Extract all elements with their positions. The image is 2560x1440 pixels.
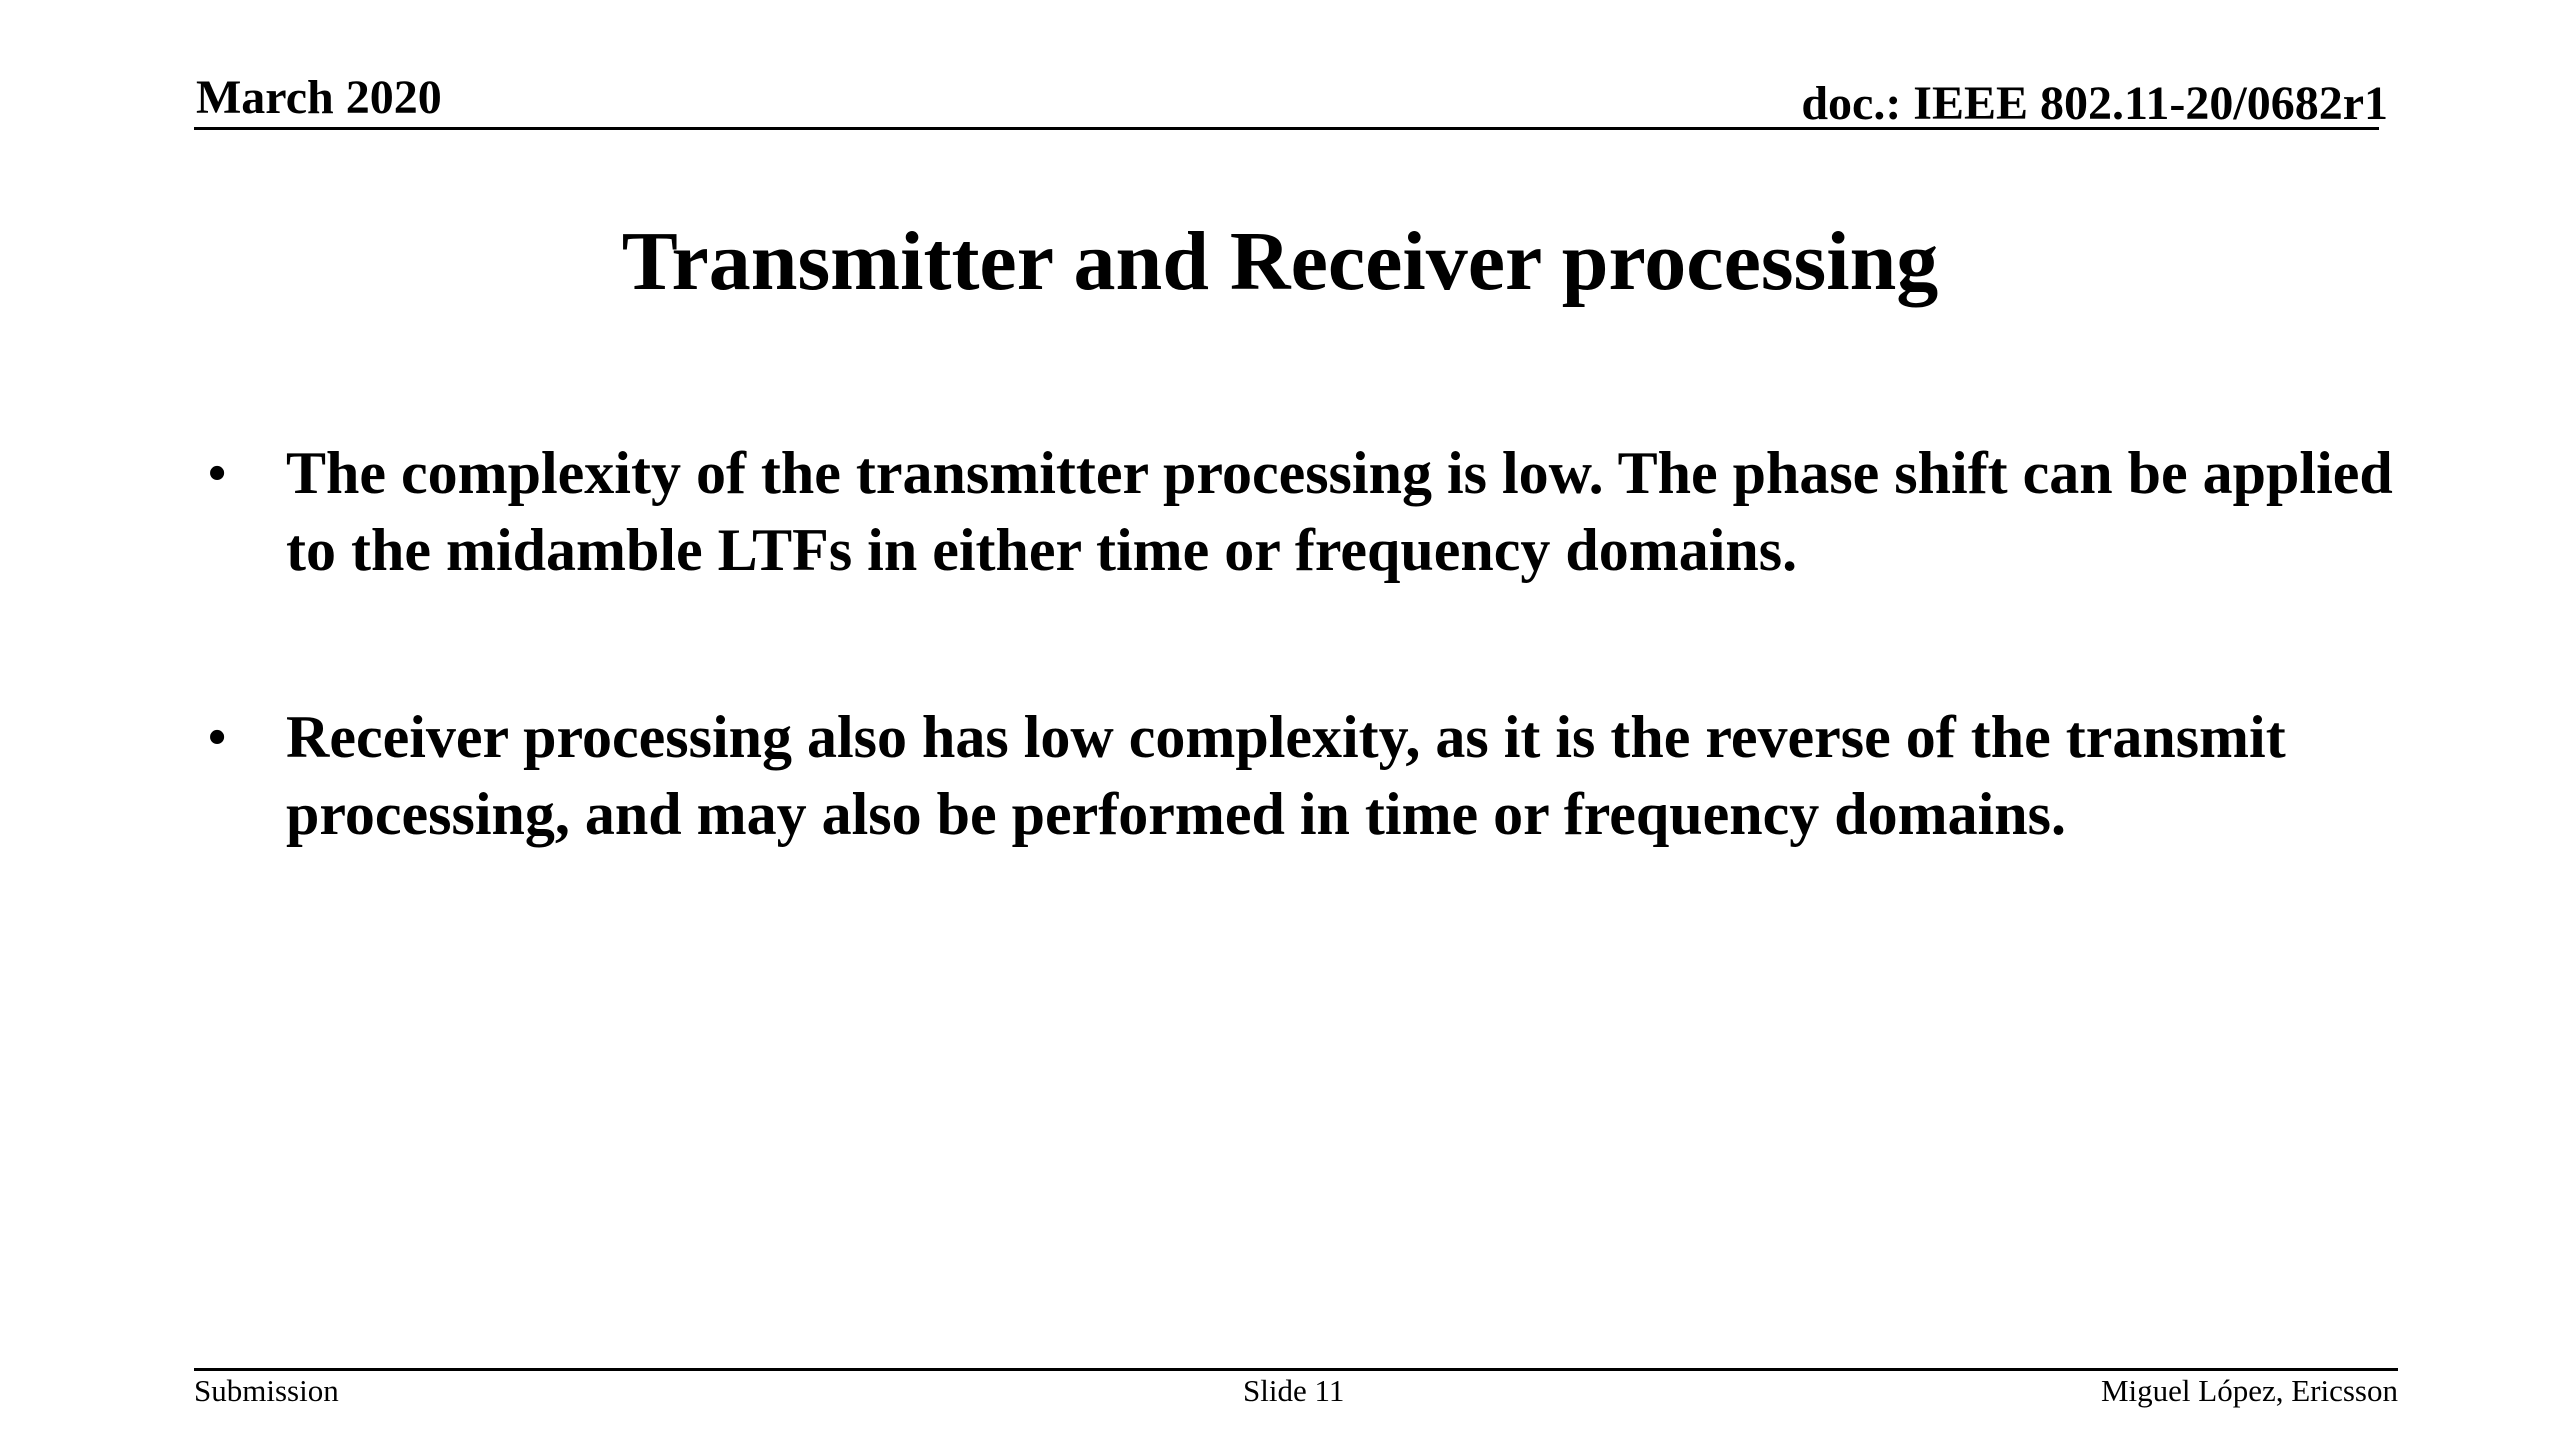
header-date: March 2020 (196, 71, 442, 124)
header-divider (194, 127, 2379, 130)
footer-author: Miguel López, Ericsson (2100, 1373, 2398, 1408)
bullet-text: Receiver processing also has low complexity, as it is the reverse of the transmit processing, and may also be performed in time or frequency domains. (286, 704, 2286, 847)
footer-divider (194, 1368, 2398, 1371)
slide-title: Transmitter and Receiver processing (621, 215, 1939, 308)
bullet-list (208, 435, 2418, 963)
header-doc-id: doc.: IEEE 802.11-20/0682r1 (1801, 77, 2388, 130)
bullet-marker: • (208, 445, 227, 502)
bullet-item (208, 435, 2418, 589)
bullet-marker: • (208, 709, 227, 766)
footer-slide-number: Slide 11 (1243, 1373, 1345, 1408)
bullet-text: The complexity of the transmitter processing is low. The phase shift can be applied to the midamble LTFs in either time or frequency domains. (286, 440, 2393, 583)
bullet-item (208, 699, 2418, 853)
footer-submission: Submission (194, 1373, 339, 1408)
